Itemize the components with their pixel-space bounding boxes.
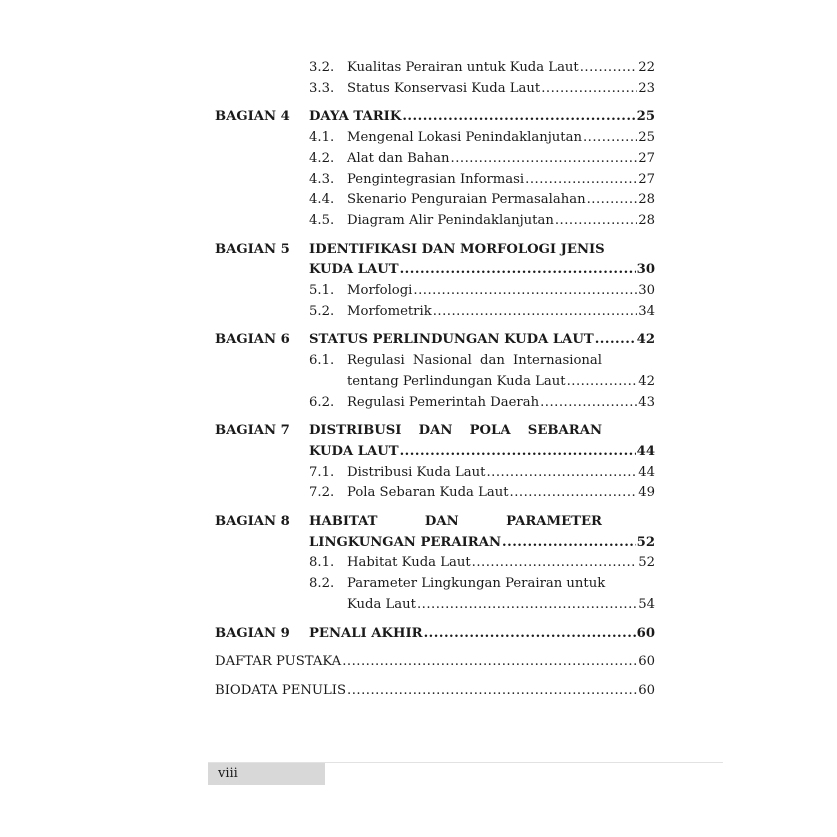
toc-chapter xyxy=(215,107,655,128)
section-number: 4.2. xyxy=(309,150,335,166)
dot-leader xyxy=(580,58,637,79)
dot-leader xyxy=(347,681,637,702)
dot-leader xyxy=(433,302,638,323)
toc-line xyxy=(309,107,655,128)
toc-chapter xyxy=(215,240,655,281)
chapter-label: BAGIAN 9 xyxy=(215,625,290,641)
toc-line xyxy=(309,393,655,414)
entry-title: LINGKUNGAN PERAIRAN xyxy=(309,534,502,550)
page-ref: 30 xyxy=(638,283,655,299)
toc-line xyxy=(309,240,655,261)
toc-line xyxy=(309,281,655,302)
toc-line xyxy=(309,512,655,533)
entry-title: Skenario Penguraian Permasalahan xyxy=(347,192,586,208)
table-of-contents xyxy=(215,58,655,702)
entry-title: Status Konservasi Kuda Laut xyxy=(347,80,541,96)
entry-title: Mengenal Lokasi Penindaklanjutan xyxy=(347,130,582,146)
toc-line xyxy=(309,190,655,211)
entry-title: Regulasi Pemerintah Daerah xyxy=(347,394,540,410)
page-ref: 42 xyxy=(636,332,655,348)
dot-leader xyxy=(413,281,637,302)
toc-subsection xyxy=(215,211,655,232)
entry-title: Diagram Alir Penindaklanjutan xyxy=(347,212,554,228)
toc-subsection xyxy=(215,170,655,191)
toc-subsection xyxy=(215,190,655,211)
dot-leader xyxy=(541,79,637,100)
toc-line xyxy=(347,372,655,393)
toc-line xyxy=(309,260,655,281)
footer-page-box xyxy=(208,763,325,785)
entry-title: Kuda Laut xyxy=(347,596,416,612)
toc-line xyxy=(309,211,655,232)
toc-line xyxy=(309,533,655,554)
dot-leader xyxy=(587,190,638,211)
page-number: viii xyxy=(218,766,238,781)
section-number: 5.2. xyxy=(309,303,335,319)
entry-title: BIODATA PENULIS xyxy=(215,682,347,698)
toc-line xyxy=(309,170,655,191)
dot-leader xyxy=(417,595,637,616)
section-number: 3.3. xyxy=(309,80,335,96)
toc-subsection xyxy=(215,574,655,615)
toc-section xyxy=(215,681,655,702)
toc-subsection xyxy=(215,58,655,79)
toc-line xyxy=(309,128,655,149)
toc-subsection xyxy=(215,351,655,392)
entry-title: KUDA LAUT xyxy=(309,262,399,278)
dot-leader xyxy=(502,533,636,554)
dot-leader xyxy=(510,483,638,504)
entry-title: Alat dan Bahan xyxy=(347,150,450,166)
toc-section xyxy=(215,652,655,673)
dot-leader xyxy=(595,330,636,351)
toc-line xyxy=(309,421,655,442)
toc-line xyxy=(215,681,655,702)
page-ref: 22 xyxy=(638,60,655,75)
entry-title: DAYA TARIK xyxy=(309,109,402,125)
page-ref: 28 xyxy=(638,192,655,208)
toc-line xyxy=(309,79,655,100)
dot-leader xyxy=(342,652,637,673)
page-ref: 54 xyxy=(638,596,655,612)
toc-line xyxy=(309,330,655,351)
toc-line xyxy=(309,442,655,463)
page-ref: 42 xyxy=(638,373,655,389)
dot-leader xyxy=(525,170,637,191)
page-ref: 34 xyxy=(638,303,655,319)
toc-chapter xyxy=(215,330,655,351)
page-ref: 60 xyxy=(638,654,655,670)
toc-subsection xyxy=(215,302,655,323)
entry-title: Morfologi xyxy=(347,283,413,299)
dot-leader xyxy=(400,260,636,281)
section-number: 6.1. xyxy=(309,353,335,369)
page-ref: 44 xyxy=(638,464,655,480)
page-ref: 52 xyxy=(638,555,655,571)
section-number: 6.2. xyxy=(309,394,335,410)
toc-subsection xyxy=(215,393,655,414)
dot-leader xyxy=(400,442,636,463)
section-number: 7.2. xyxy=(309,485,335,501)
page-ref: 44 xyxy=(636,443,655,459)
entry-title: DAFTAR PUSTAKA xyxy=(215,654,342,670)
entry-title: STATUS PERLINDUNGAN KUDA LAUT xyxy=(309,332,594,348)
section-number: 8.1. xyxy=(309,555,335,571)
dot-leader xyxy=(583,128,637,149)
toc-line xyxy=(309,624,655,645)
chapter-label: BAGIAN 5 xyxy=(215,241,290,257)
dot-leader xyxy=(540,393,637,414)
toc-line xyxy=(309,302,655,323)
page-ref: 52 xyxy=(636,534,655,550)
toc-line xyxy=(309,58,655,79)
chapter-label: BAGIAN 7 xyxy=(215,423,290,439)
toc-line xyxy=(309,149,655,170)
dot-leader xyxy=(402,107,635,128)
toc-subsection xyxy=(215,128,655,149)
section-number: 4.5. xyxy=(309,212,335,228)
toc-subsection xyxy=(215,281,655,302)
dot-leader xyxy=(567,372,638,393)
page-ref: 25 xyxy=(638,130,655,146)
dot-leader xyxy=(451,149,638,170)
entry-title: PENALI AKHIR xyxy=(309,625,423,641)
entry-title: Morfometrik xyxy=(347,303,432,319)
section-number: 7.1. xyxy=(309,464,335,480)
toc-subsection xyxy=(215,483,655,504)
entry-title: Distribusi Kuda Laut xyxy=(347,464,486,480)
page-ref: 60 xyxy=(638,682,655,698)
page-ref: 28 xyxy=(638,212,655,228)
page-ref: 23 xyxy=(638,80,655,96)
toc-subsection xyxy=(215,149,655,170)
dot-leader xyxy=(486,463,637,484)
toc-line xyxy=(309,574,655,595)
section-number: 5.1. xyxy=(309,283,335,299)
chapter-label: BAGIAN 4 xyxy=(215,109,290,125)
section-number: 4.1. xyxy=(309,130,335,146)
entry-title: Kualitas Perairan untuk Kuda Laut xyxy=(347,60,579,75)
entry-title: IDENTIFIKASI DAN MORFOLOGI JENIS xyxy=(309,241,605,257)
page-ref: 27 xyxy=(638,150,655,166)
entry-title: Regulasi Nasional dan Internasional xyxy=(347,353,602,369)
page-ref: 49 xyxy=(638,485,655,501)
page-ref: 60 xyxy=(636,625,655,641)
dot-leader xyxy=(555,211,637,232)
page-ref: 43 xyxy=(638,394,655,410)
section-number: 8.2. xyxy=(309,576,335,592)
toc-line xyxy=(309,463,655,484)
toc-line xyxy=(347,595,655,616)
section-number: 4.4. xyxy=(309,192,335,208)
dot-leader xyxy=(424,624,636,645)
toc-subsection xyxy=(215,79,655,100)
page-ref: 30 xyxy=(636,262,655,278)
toc-subsection xyxy=(215,463,655,484)
entry-title: tentang Perlindungan Kuda Laut xyxy=(347,373,566,389)
toc-chapter xyxy=(215,512,655,553)
toc-chapter xyxy=(215,421,655,462)
toc-line xyxy=(215,652,655,673)
entry-title: DISTRIBUSI DAN POLA SEBARAN xyxy=(309,423,602,439)
toc-line xyxy=(309,483,655,504)
toc-line xyxy=(309,351,655,372)
entry-title: KUDA LAUT xyxy=(309,443,399,459)
entry-title: HABITAT DAN PARAMETER xyxy=(309,514,602,530)
chapter-label: BAGIAN 8 xyxy=(215,514,290,530)
dot-leader xyxy=(472,553,638,574)
section-number: 3.2. xyxy=(309,60,335,75)
toc-chapter xyxy=(215,624,655,645)
entry-title: Pengintegrasian Informasi xyxy=(347,171,525,187)
page-ref: 25 xyxy=(636,109,655,125)
entry-title: Pola Sebaran Kuda Laut xyxy=(347,485,509,501)
toc-line xyxy=(309,553,655,574)
section-number: 4.3. xyxy=(309,171,335,187)
entry-title: Habitat Kuda Laut xyxy=(347,555,471,571)
toc-subsection xyxy=(215,553,655,574)
entry-title: Parameter Lingkungan Perairan untuk xyxy=(347,576,606,592)
chapter-label: BAGIAN 6 xyxy=(215,332,290,348)
page-ref: 27 xyxy=(638,171,655,187)
